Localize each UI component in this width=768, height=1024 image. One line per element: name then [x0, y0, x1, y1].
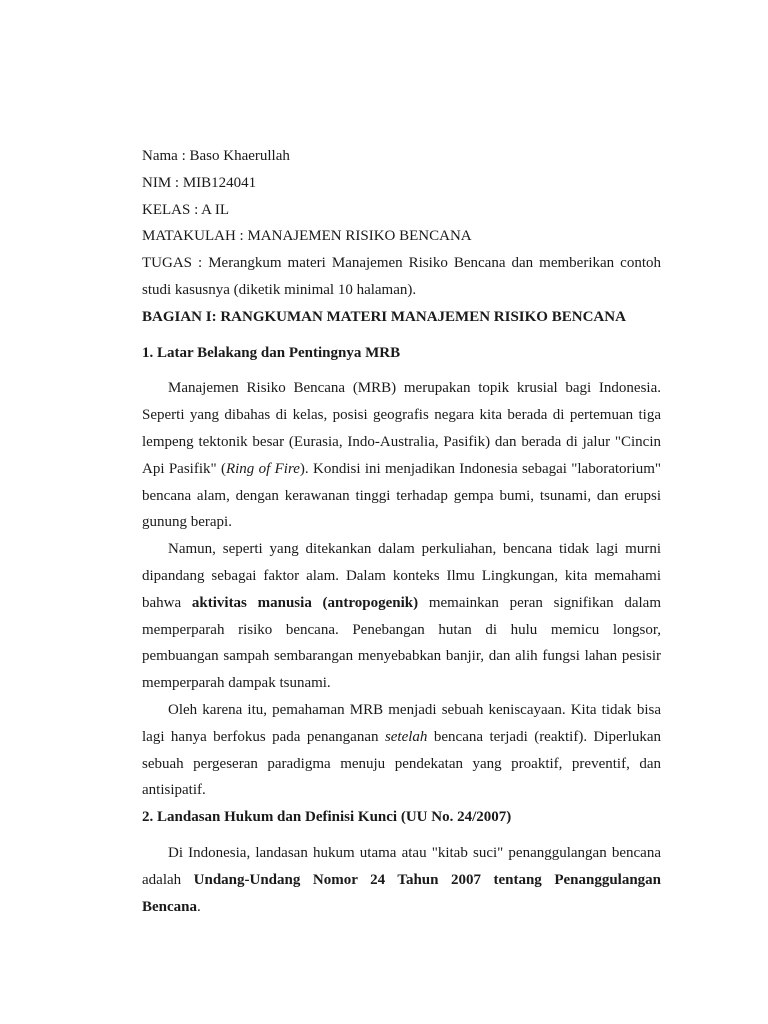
document-body: [142, 143, 661, 920]
section-1-paragraph-3: Oleh karena itu, pemahaman MRB menjadi sebuah keniscayaan. Kita tidak bisa lagi hanya berfokus pada penanganan setelah bencana terjadi (reaktif). Diperlukan sebuah pergeseran paradigma menuju pendekatan yang proaktif, preventif, dan antisipatif.: [142, 701, 661, 799]
section-2-heading: 2. Landasan Hukum dan Definisi Kunci (UU No. 24/2007): [142, 809, 512, 826]
setelah-term: setelah: [384, 728, 428, 745]
section-1-paragraph-1: Manajemen Risiko Bencana (MRB) merupakan topik krusial bagi Indonesia. Seperti yang dibahas di kelas, posisi geografis negara kita berada di pertemuan tiga lempeng tektonik besar (Eurasia, Indo-Australia, Pasifik) dan berada di jalur "Cincin Api Pasifik" (Ring of Fire). Kondisi ini menjadikan Indonesia sebagai "laboratorium" bencana alam, dengan kerawanan tinggi terhadap gempa bumi, tsunami, dan erupsi gunung berapi.: [142, 380, 661, 531]
ring-of-fire-term: Ring of Fire: [225, 460, 300, 477]
course-name: MATAKULAH : MANAJEMEN RISIKO BENCANA: [142, 228, 472, 245]
student-nim: NIM : MIB124041: [142, 174, 257, 191]
student-name: Nama : Baso Khaerullah: [142, 148, 290, 164]
section-1-paragraph-2: Namun, seperti yang ditekankan dalam perkuliahan, bencana tidak lagi murni dipandang sebagai faktor alam. Dalam konteks Ilmu Lingkungan, kita memahami bahwa aktivitas manusia (antropogenik) memainkan peran signifikan dalam memperparah risiko bencana. Penebangan hutan di hulu memicu longsor, pembuangan sampah sembarangan menyebabkan banjir, dan alih fungsi lahan pesisir memperparah dampak tsunami.: [142, 541, 661, 692]
section-1-heading: 1. Latar Belakang dan Pentingnya MRB: [142, 344, 401, 361]
law-title: Undang-Undang Nomor 24 Tahun 2007 tentang Penanggulangan Bencana: [142, 871, 662, 915]
student-class: KELAS : A IL: [142, 201, 230, 218]
part-title: BAGIAN I: RANGKUMAN MATERI MANAJEMEN RISIKO BENCANA: [142, 308, 626, 325]
anthropogenic-term: aktivitas manusia (antropogenik): [191, 594, 419, 611]
section-2-paragraph-1: Di Indonesia, landasan hukum utama atau "kitab suci" penanggulangan bencana adalah Undang-Undang Nomor 24 Tahun 2007 tentang Penanggulangan Bencana.: [142, 844, 662, 915]
assignment-description: TUGAS : Merangkum materi Manajemen Risiko Bencana dan memberikan contoh studi kasusnya (diketik minimal 10 halaman).: [142, 255, 661, 298]
